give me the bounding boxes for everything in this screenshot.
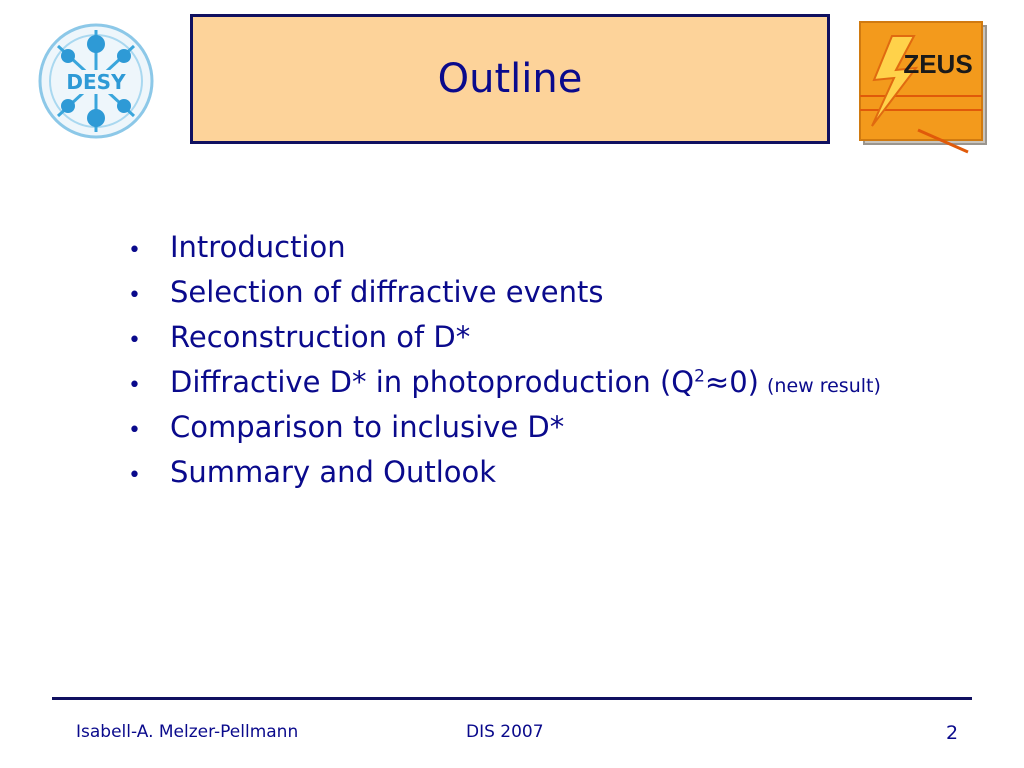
zeus-logo: [858, 18, 992, 156]
desy-logo: [36, 22, 156, 140]
desy-logo-text: DESY: [66, 70, 126, 94]
bullet-icon: •: [128, 328, 141, 353]
zeus-logo-text: ZEUS: [903, 49, 973, 79]
list-item: [128, 410, 1008, 455]
list-item: [128, 320, 1008, 365]
list-item: [128, 230, 1008, 275]
list-item: [128, 455, 1008, 500]
footer-conference: DIS 2007: [466, 722, 544, 742]
page-number: 2: [946, 722, 959, 744]
list-item-text: Reconstruction of D*: [170, 320, 471, 354]
list-item-text: Introduction: [170, 230, 346, 264]
new-result-note: (new result): [767, 375, 881, 397]
outline-list: [128, 230, 1008, 500]
list-item-text: Selection of diffractive events: [170, 275, 604, 309]
title-box: [190, 14, 830, 144]
list-item: [128, 275, 1008, 320]
list-item-text: [170, 365, 759, 399]
slide-title: Outline: [437, 56, 583, 102]
list-item-text: Comparison to inclusive D*: [170, 410, 565, 444]
bullet-icon: •: [128, 238, 141, 263]
list-item-text-start: Diffractive D* in photoproduction (Q: [170, 365, 695, 399]
list-item-text: Summary and Outlook: [170, 455, 497, 489]
bullet-icon: •: [128, 283, 141, 308]
bullet-icon: •: [128, 373, 141, 398]
list-item-text-end: ≈0): [704, 365, 759, 399]
footer-author: Isabell-A. Melzer-Pellmann: [76, 722, 299, 742]
list-item: [128, 365, 1008, 410]
bullet-icon: •: [128, 418, 141, 443]
bullet-icon: •: [128, 463, 141, 488]
footer-divider: [52, 697, 972, 700]
superscript: 2: [694, 366, 705, 387]
